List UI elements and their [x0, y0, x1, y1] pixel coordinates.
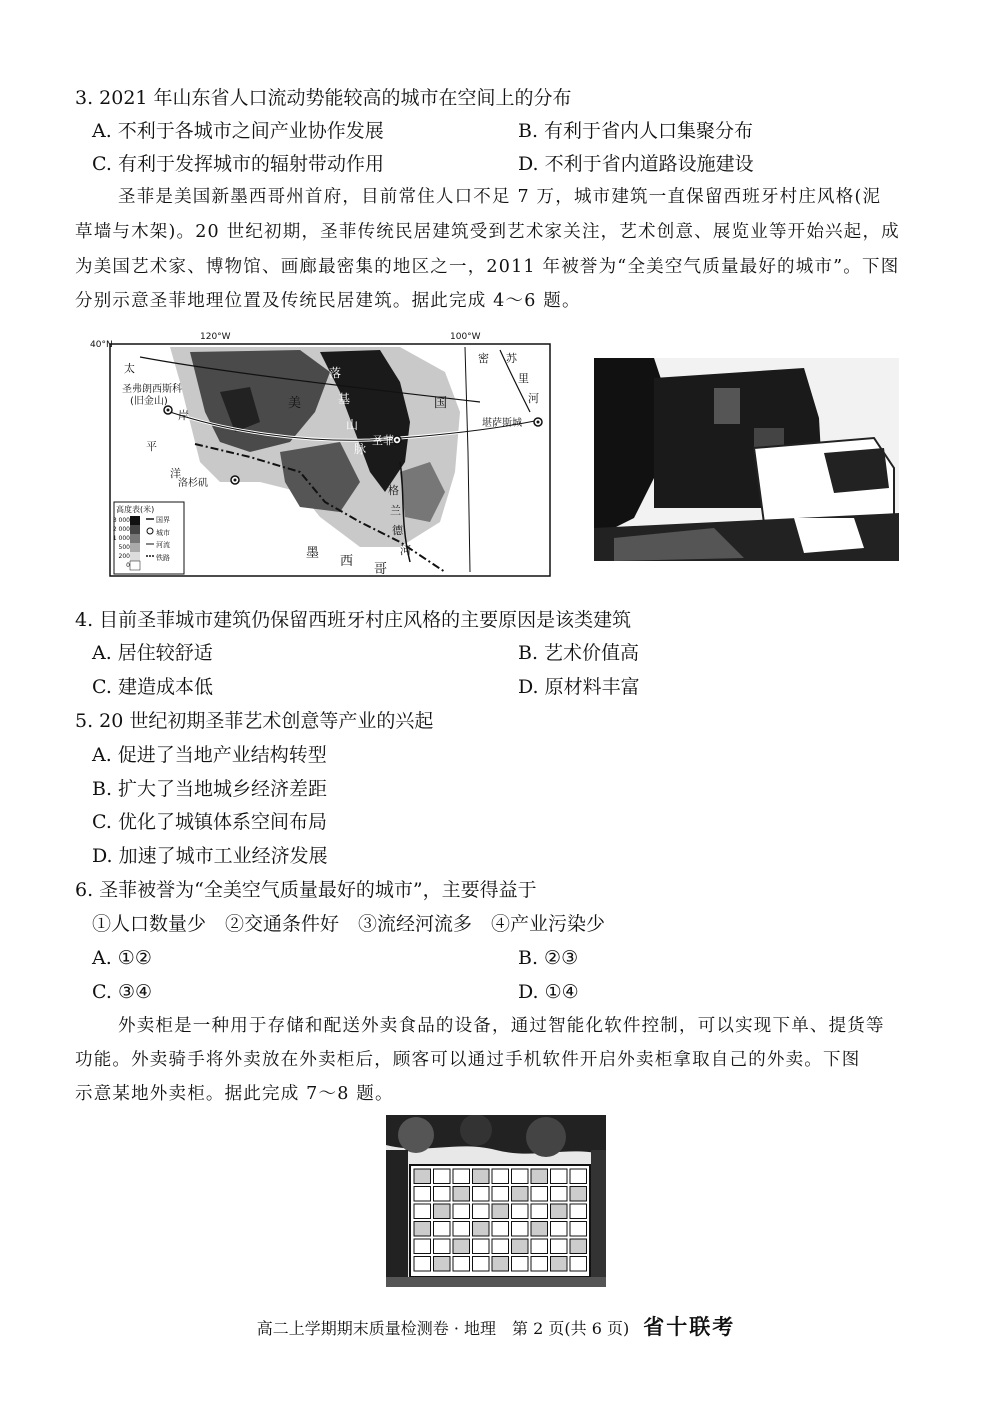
- locker-compartment: [570, 1257, 587, 1272]
- locker-compartment: [551, 1204, 568, 1219]
- map-country-us-2: 国: [434, 396, 448, 411]
- q3-option-b: B. 有利于省内人口集聚分布: [518, 120, 754, 142]
- q6-option-a: A. ①②: [92, 947, 152, 969]
- locker-compartment: [492, 1169, 509, 1184]
- map-city-sf: 圣弗朗西斯科: [122, 384, 182, 395]
- locker-compartment: [551, 1257, 568, 1272]
- map-river-1: 密: [478, 352, 489, 365]
- page-footer: [0, 1311, 992, 1341]
- passage1-line1: 圣菲是美国新墨西哥州首府，目前常住人口不足 7 万，城市建筑一直保留西班牙村庄风格(泥: [118, 187, 882, 207]
- map-range-1: 落: [329, 366, 342, 380]
- map-range-2: 基: [338, 392, 351, 406]
- locker-compartment: [512, 1204, 529, 1219]
- map-rio-2: 兰: [390, 504, 401, 517]
- map-rio-4: 河: [400, 544, 411, 557]
- locker-compartment: [453, 1187, 470, 1202]
- location-map: [90, 332, 555, 580]
- footer-brand: 省十联考: [643, 1314, 736, 1339]
- locker-compartment: [551, 1169, 568, 1184]
- map-ocean-2: 平: [146, 440, 157, 453]
- locker-compartment: [492, 1239, 509, 1254]
- passage1-line2: 草墙与木架)。20 世纪初期，圣菲传统民居建筑受到艺术家关注，艺术创意、展览业等开始兴起，成: [75, 222, 900, 242]
- locker-compartment: [570, 1187, 587, 1202]
- q5-option-d: D. 加速了城市工业经济发展: [92, 845, 328, 867]
- map-lon2-label: 100°W: [450, 332, 481, 342]
- legend-height-3: 500: [118, 544, 130, 551]
- legend-item-city: 城市: [156, 528, 170, 537]
- q6-statements: ①人口数量少 ②交通条件好 ③流经河流多 ④产业污染少: [92, 913, 606, 935]
- q4-option-b: B. 艺术价值高: [518, 642, 640, 664]
- locker-compartment: [414, 1187, 431, 1202]
- map-legend-heights: [110, 516, 130, 570]
- q3-option-d: D. 不利于省内道路设施建设: [518, 153, 754, 175]
- q5-option-c: C. 优化了城镇体系空间布局: [92, 811, 327, 833]
- map-country-mx-1: 墨: [306, 546, 320, 561]
- locker-compartment: [414, 1222, 431, 1237]
- locker-compartment: [492, 1187, 509, 1202]
- locker-compartment: [531, 1222, 548, 1237]
- legend-height-1: 2 000: [112, 526, 130, 533]
- adobe-building-photo: [594, 358, 899, 561]
- locker-compartment: [570, 1239, 587, 1254]
- locker-compartment: [512, 1169, 529, 1184]
- locker-compartment: [492, 1204, 509, 1219]
- locker-compartment: [453, 1257, 470, 1272]
- locker-compartment: [414, 1257, 431, 1272]
- legend-item-railway: 铁路: [156, 553, 170, 562]
- locker-compartment: [414, 1204, 431, 1219]
- legend-height-0: 3 000: [112, 517, 130, 524]
- q4-option-d: D. 原材料丰富: [518, 676, 640, 698]
- q6-option-d: D. ①④: [518, 981, 579, 1003]
- q4-option-c: C. 建造成本低: [92, 676, 213, 698]
- locker-compartment: [434, 1239, 451, 1254]
- q5-stem: 5. 20 世纪初期圣菲艺术创意等产业的兴起: [75, 710, 434, 732]
- q3-option-a: A. 不利于各城市之间产业协作发展: [92, 120, 384, 142]
- locker-compartment: [434, 1187, 451, 1202]
- locker-compartment: [492, 1257, 509, 1272]
- legend-height-2: 1 000: [112, 535, 130, 542]
- locker-compartment: [551, 1239, 568, 1254]
- locker-compartment: [512, 1239, 529, 1254]
- locker-compartment: [551, 1187, 568, 1202]
- locker-compartment: [434, 1169, 451, 1184]
- passage1-line3: 为美国艺术家、博物馆、画廊最密集的地区之一，2011 年被誉为“全美空气质量最好的城市”。下图: [75, 257, 900, 277]
- locker-compartment: [473, 1257, 490, 1272]
- map-range-4: 脉: [354, 442, 367, 456]
- q5-option-b: B. 扩大了当地城乡经济差距: [92, 778, 328, 800]
- locker-compartment: [512, 1257, 529, 1272]
- map-city-sf-alt: (旧金山): [130, 396, 168, 407]
- map-country-mx-3: 哥: [374, 562, 388, 577]
- locker-compartment: [492, 1222, 509, 1237]
- map-river-2: 苏: [506, 352, 517, 365]
- locker-compartment: [453, 1222, 470, 1237]
- locker-compartment: [473, 1187, 490, 1202]
- legend-item-river: 河流: [156, 541, 170, 549]
- food-locker-photo: [386, 1115, 606, 1287]
- legend-item-border: 国界: [156, 516, 170, 524]
- passage2-line2: 功能。外卖骑手将外卖放在外卖柜后，顾客可以通过手机软件开启外卖柜拿取自己的外卖。下图: [75, 1050, 861, 1070]
- locker-compartment: [473, 1222, 490, 1237]
- footer-text: 高二上学期期末质量检测卷 · 地理 第 2 页(共 6 页): [256, 1319, 630, 1338]
- map-city-santafe: 圣菲: [372, 434, 394, 447]
- locker-compartment: [473, 1169, 490, 1184]
- locker-compartment: [512, 1222, 529, 1237]
- map-rio-1: 格: [388, 484, 399, 497]
- map-ocean-1: 太: [124, 362, 135, 375]
- map-lon1-label: 120°W: [200, 332, 231, 342]
- locker-compartment: [434, 1257, 451, 1272]
- map-country-mx-2: 西: [340, 554, 354, 569]
- legend-height-4: 200: [118, 553, 130, 560]
- locker-compartment: [473, 1204, 490, 1219]
- passage1-line4: 分别示意圣菲地理位置及传统民居建筑。据此完成 4～6 题。: [75, 291, 581, 311]
- q6-option-b: B. ②③: [518, 947, 579, 969]
- map-river-3: 里: [518, 372, 529, 385]
- map-ocean-3: 洋: [170, 467, 181, 480]
- locker-compartment: [512, 1187, 529, 1202]
- map-city-la: 洛杉矶: [178, 478, 208, 489]
- locker-compartment: [434, 1204, 451, 1219]
- locker-compartment: [570, 1222, 587, 1237]
- passage2-line1: 外卖柜是一种用于存储和配送外卖食品的设备，通过智能化软件控制，可以实现下单、提货等: [118, 1016, 885, 1036]
- q4-option-a: A. 居住较舒适: [92, 642, 213, 664]
- locker-compartment: [453, 1204, 470, 1219]
- locker-compartment: [570, 1204, 587, 1219]
- locker-compartment: [531, 1257, 548, 1272]
- map-legend-title: 高度表(米): [116, 505, 155, 514]
- q4-stem: 4. 目前圣菲城市建筑仍保留西班牙村庄风格的主要原因是该类建筑: [75, 609, 632, 631]
- locker-compartment: [434, 1222, 451, 1237]
- legend-height-5: 0: [126, 562, 130, 569]
- locker-compartment: [473, 1239, 490, 1254]
- passage2-line3: 示意某地外卖柜。据此完成 7～8 题。: [75, 1084, 394, 1104]
- map-rio-3: 德: [392, 524, 403, 537]
- map-coast: 岸: [178, 409, 189, 422]
- locker-compartment: [414, 1169, 431, 1184]
- locker-compartment: [531, 1187, 548, 1202]
- locker-compartment: [551, 1222, 568, 1237]
- map-river-4: 河: [528, 392, 539, 405]
- locker-compartment: [570, 1169, 587, 1184]
- locker-compartment: [414, 1239, 431, 1254]
- map-range-3: 山: [346, 418, 359, 432]
- q6-stem: 6. 圣菲被誉为“全美空气质量最好的城市”，主要得益于: [75, 879, 537, 901]
- locker-compartment: [531, 1239, 548, 1254]
- locker-compartment: [531, 1204, 548, 1219]
- q3-option-c: C. 有利于发挥城市的辐射带动作用: [92, 153, 384, 175]
- map-city-kc: 堪萨斯城: [482, 418, 522, 429]
- map-country-us-1: 美: [288, 396, 302, 411]
- locker-compartment: [531, 1169, 548, 1184]
- q6-option-c: C. ③④: [92, 981, 153, 1003]
- map-lat-label: 40°N: [90, 340, 113, 350]
- locker-compartment: [453, 1239, 470, 1254]
- locker-compartment: [453, 1169, 470, 1184]
- q3-stem: 3. 2021 年山东省人口流动势能较高的城市在空间上的分布: [75, 87, 572, 109]
- map-legend-items: [156, 514, 170, 564]
- q5-option-a: A. 促进了当地产业结构转型: [92, 744, 327, 766]
